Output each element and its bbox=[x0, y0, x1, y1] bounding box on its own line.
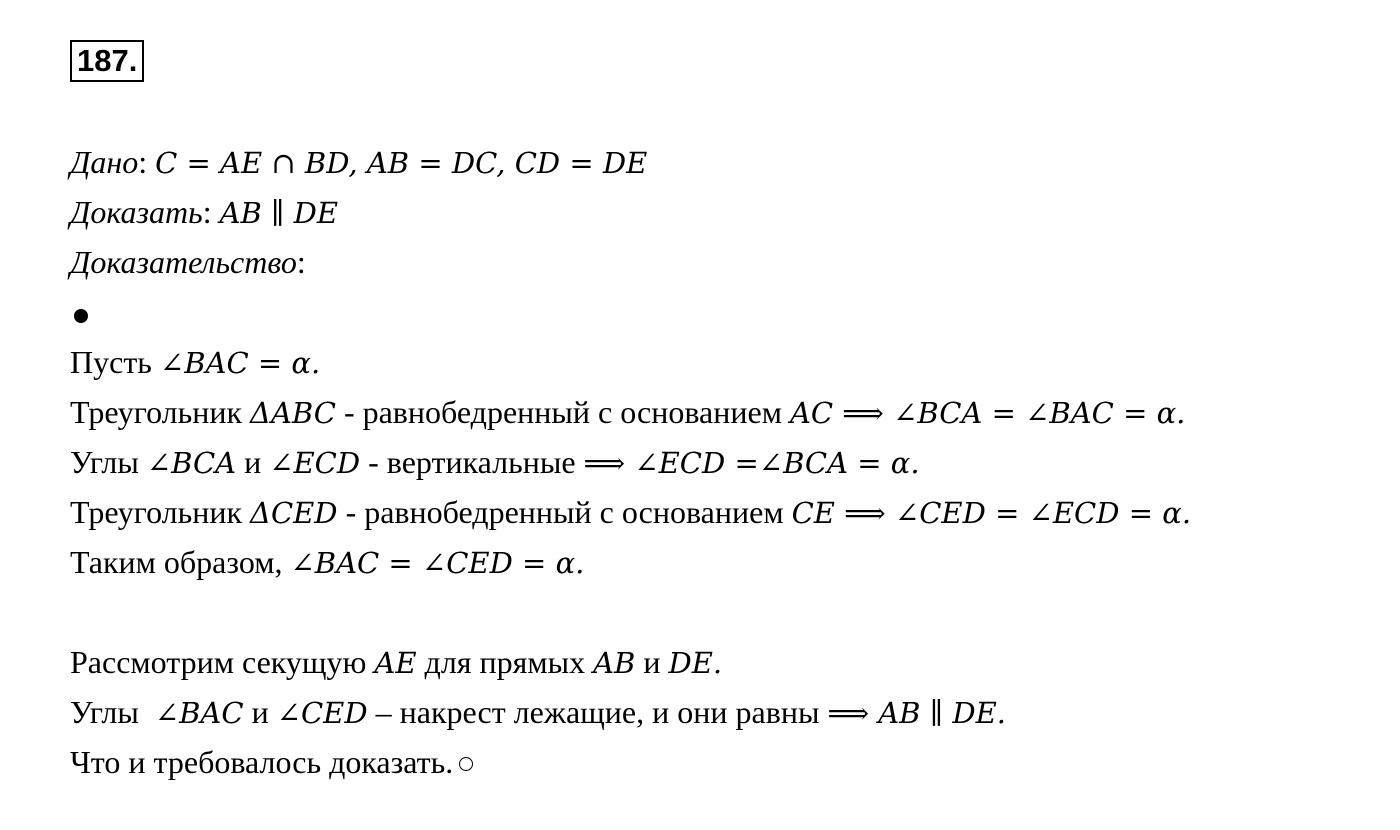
step-3-formula-a: ∠BCA bbox=[146, 446, 237, 480]
step-6-formula-a: AE bbox=[374, 646, 417, 680]
bullet-line bbox=[70, 287, 1390, 337]
step-6 bbox=[70, 637, 1390, 687]
proof-separator: : bbox=[296, 244, 306, 280]
step-4-period: . bbox=[1181, 496, 1192, 530]
step-7-text-c: – накрест лежащие, и они равны bbox=[367, 694, 828, 730]
step-4-text-b: - равнобедренный с основанием bbox=[337, 494, 792, 530]
prove-label: Доказать bbox=[70, 194, 203, 230]
given-label: Дано bbox=[70, 144, 139, 180]
proof-line bbox=[70, 237, 1390, 287]
step-2-formula-a: ΔABC bbox=[250, 396, 336, 430]
prove-line bbox=[70, 187, 1390, 237]
step-6-period: . bbox=[712, 646, 723, 680]
step-4-text-a: Треугольник bbox=[70, 494, 250, 530]
step-3-period: . bbox=[910, 446, 920, 480]
qed-circle-icon bbox=[459, 757, 473, 771]
step-2-text-a: Треугольник bbox=[70, 394, 250, 430]
step-1-text: Пусть bbox=[70, 344, 160, 380]
given-formula: C = AE ∩ BD, AB = DC, CD = DE bbox=[155, 146, 648, 180]
step-2-period: . bbox=[1176, 396, 1186, 430]
step-1-period: . bbox=[310, 346, 321, 380]
step-5-period: . bbox=[575, 546, 585, 580]
step-3-formula-c: ⟹ ∠ECD =∠BCA = α bbox=[583, 446, 911, 480]
step-7-formula-c: ⟹ AB ∥ DE bbox=[827, 696, 997, 730]
step-6-text-a: Рассмотрим секущую bbox=[70, 644, 375, 680]
step-4 bbox=[70, 487, 1390, 537]
step-3 bbox=[70, 437, 1390, 487]
given-separator: : bbox=[138, 144, 156, 180]
step-5-text: Таким образом, bbox=[70, 544, 291, 580]
step-6-text-c: и bbox=[635, 644, 669, 680]
prove-formula: AB ∥ DE bbox=[219, 196, 339, 230]
step-3-text-c: - вертикальные bbox=[360, 444, 584, 480]
step-3-text-a: Углы bbox=[70, 444, 147, 480]
bullet-icon bbox=[74, 309, 88, 323]
step-2-formula-b: AC ⟹ ∠BCA = ∠BAC = α bbox=[789, 396, 1177, 430]
step-2 bbox=[70, 387, 1390, 437]
proof-label: Доказательство bbox=[70, 244, 297, 280]
step-3-formula-b: ∠ECD bbox=[269, 446, 361, 480]
problem-number: 187. bbox=[70, 40, 144, 82]
step-7-formula-a: ∠BAC bbox=[154, 696, 244, 730]
step-6-formula-c: DE bbox=[668, 646, 713, 680]
step-7-formula-b: ∠CED bbox=[276, 696, 368, 730]
step-3-text-b: и bbox=[236, 444, 270, 480]
step-7-text-b: и bbox=[243, 694, 277, 730]
step-7-period: . bbox=[996, 696, 1006, 730]
step-1-formula: ∠BAC = α bbox=[159, 346, 311, 380]
step-6-text-b: для прямых bbox=[416, 644, 594, 680]
step-7-text-a: Углы bbox=[70, 694, 155, 730]
step-6-formula-b: AB bbox=[593, 646, 636, 680]
step-8-text: Что и требовалось доказать. bbox=[70, 744, 454, 780]
given-line bbox=[70, 137, 1390, 187]
solution-text bbox=[70, 137, 1390, 787]
blank-line bbox=[70, 587, 1390, 637]
prove-separator: : bbox=[202, 194, 220, 230]
step-8 bbox=[70, 737, 1390, 787]
step-5 bbox=[70, 537, 1390, 587]
step-2-text-b: - равнобедренный с основанием bbox=[335, 394, 790, 430]
step-4-formula-b: CE ⟹ ∠CED = ∠ECD = α bbox=[791, 496, 1182, 530]
step-5-formula: ∠BAC = ∠CED = α bbox=[290, 546, 576, 580]
step-1 bbox=[70, 337, 1390, 387]
step-4-formula-a: ΔCED bbox=[250, 496, 338, 530]
step-7 bbox=[70, 687, 1390, 737]
